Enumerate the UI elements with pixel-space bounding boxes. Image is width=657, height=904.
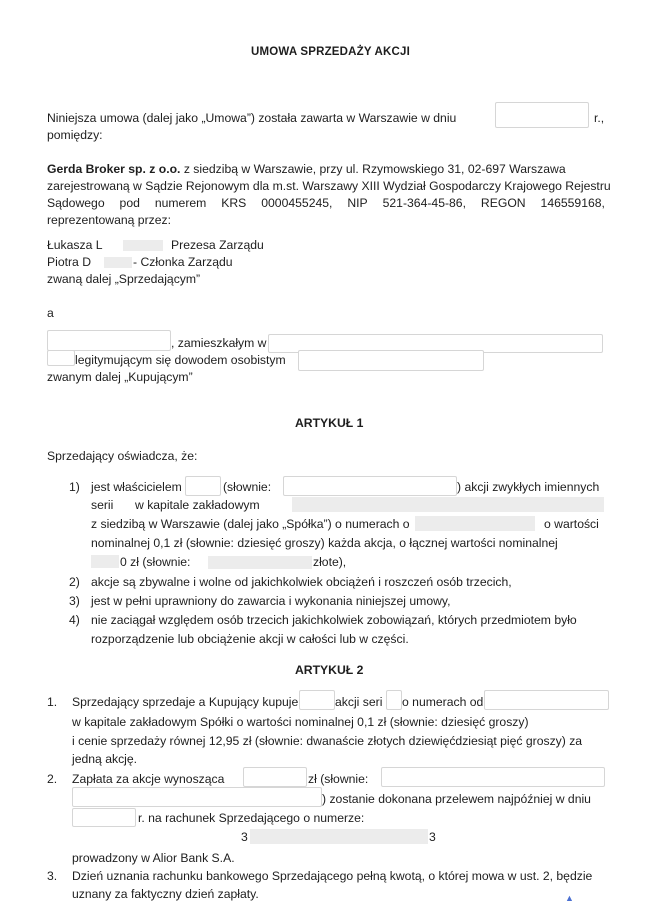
a2-item-3-l2: uznany za faktyczny dzień zapłaty. [72,887,259,901]
seller-line-3: Sądowego pod numerem KRS 0000455245, NIP 521-364-45-86, REGON 146559168, [47,196,605,210]
redacted-share-count [185,476,221,496]
redacted-rep2-surname [104,257,132,268]
a1-item-2-text: akcje są zbywalne i wolne od jakichkolwiek obciążeń i roszczeń osób trzecich, [91,575,512,589]
a2-item-1-num: 1. [47,695,58,709]
a2-item-3-num: 3. [47,869,58,883]
redacted-buyer-name [47,330,171,351]
redacted-total-value-words [208,556,312,569]
a1-item-4-text2: rozporządzenie lub obciążenie akcji w całości lub w części. [91,632,409,646]
intro-line-1: Niniejsza umowa (dalej jako „Umowa”) została zawarta w Warszawie w dniu [47,111,457,125]
redacted-price-words [381,767,605,787]
a2-item-1-l4: jedną akcję. [72,752,138,766]
a1-item-1-l4: nominalnej 0,1 zł (słownie: dziesięć groszy) każda akcja, o łącznej wartości nominalnej [91,536,558,550]
a2-item-1-l2: w kapitale zakładowym Spółki o wartości nominalnej 0,1 zł (słownie: dziesięć groszy) [72,715,529,729]
account-number-end: 3 [429,830,436,844]
redacted-series [386,690,402,710]
a1-item-1-l1c: ) akcji zwykłych imiennych [457,480,600,494]
seller-address: z siedzibą w Warszawie, przy ul. Rzymowskiego 31, 02-697 Warszawa [183,162,566,176]
a1-item-4-num: 4) [69,613,80,627]
a1-item-4-text: nie zaciągał względem osób trzecich jakichkolwiek zobowiązań, których przedmiotem było [91,613,577,627]
seller-name: Gerda Broker sp. z o.o. [47,162,181,176]
a2-item-3-l1: Dzień uznania rachunku bankowego Sprzedającego pełną kwotą, o której mowa w ust. 2, będzie [72,869,593,883]
a1-item-1-l1a: jest właścicielem [91,480,182,494]
a2-item-2-l1a: Zapłata za akcje wynosząca [72,772,225,786]
redacted-price-words-2 [72,787,322,807]
conjunction: a [47,306,54,320]
redacted-buyer-address-2 [47,350,75,366]
redacted-sold-numbers [484,690,609,710]
article-1-heading: ARTYKUŁ 1 [295,416,364,430]
ink-mark: ▲ [565,893,574,903]
a2-item-1-l1b: akcji seri [335,695,383,709]
redacted-rep1-surname [123,240,163,251]
a1-item-1-l5b: złote), [313,555,347,569]
a1-item-3-num: 3) [69,594,80,608]
redacted-sold-count [299,690,335,710]
a2-item-1-l1a: Sprzedający sprzedaje a Kupujący kupuje [72,695,299,709]
a2-item-2-l2: ) zostanie dokonana przelewem najpóźniej w dniu [322,792,591,806]
redacted-company-name [292,497,604,512]
document-title: UMOWA SPRZEDAŻY AKCJI [251,46,411,58]
a2-item-2-l5: prowadzony w Alior Bank S.A. [72,851,235,865]
redacted-share-numbers [415,516,535,531]
redacted-account-number [250,829,428,844]
a2-item-2-num: 2. [47,772,58,786]
redacted-price [243,767,307,787]
buyer-line-2: legitymującym się dowodem osobistym [75,353,286,367]
a1-item-1-l2a: serii [91,498,114,512]
a1-item-2-num: 2) [69,575,80,589]
rep2-role: - Członka Zarządu [133,255,233,269]
redacted-date [495,102,589,128]
seller-line-2: zarejestrowaną w Sądzie Rejonowym dla m.st. Warszawy XIII Wydział Gospodarczy Krajowego Rejestru [47,179,611,193]
buyer-line-1: , zamieszkałym w [171,336,267,350]
redacted-total-value [91,555,119,568]
rep1-role: Prezesa Zarządu [171,238,264,252]
seller-line-4: reprezentowaną przez: [47,213,171,227]
seller-alias: zwaną dalej „Sprzedającym” [47,272,201,286]
a1-item-1-num: 1) [69,480,80,494]
account-number-start: 3 [241,830,248,844]
seller-line-1 [47,162,566,177]
a2-item-1-l1c: o numerach od [402,695,484,709]
rep2-name: Piotra D [47,255,92,269]
redacted-payment-date [72,808,136,827]
redacted-share-count-words [283,476,457,496]
buyer-alias: zwanym dalej „Kupującym” [47,370,193,384]
a2-item-1-l3: i cenie sprzedaży równej 12,95 zł (słownie: dwanaście złotych dziewięćdziesiąt pięć groszy) za [72,734,583,748]
a1-item-1-l3b: o wartości [544,517,599,531]
a1-item-1-l5a: 0 zł (słownie: [120,555,191,569]
a2-item-2-l3: r. na rachunek Sprzedającego o numerze: [138,811,365,825]
a1-item-3-text: jest w pełni uprawniony do zawarcia i wykonania niniejszej umowy, [91,594,451,608]
redacted-id-number [298,350,484,371]
intro-line-1-end: r., [594,111,605,125]
article-2-heading: ARTYKUŁ 2 [295,663,364,677]
a1-item-1-l3a: z siedzibą w Warszawie (dalej jako „Spółka”) o numerach o [91,517,410,531]
a2-item-2-l1b: zł (słownie: [308,772,369,786]
rep1-name: Łukasza L [47,238,103,252]
article-1-lead: Sprzedający oświadcza, że: [47,449,198,463]
a1-item-1-l2b: w kapitale zakładowym [135,498,260,512]
intro-line-2: pomiędzy: [47,128,103,142]
a1-item-1-l1b: (słownie: [223,480,272,494]
